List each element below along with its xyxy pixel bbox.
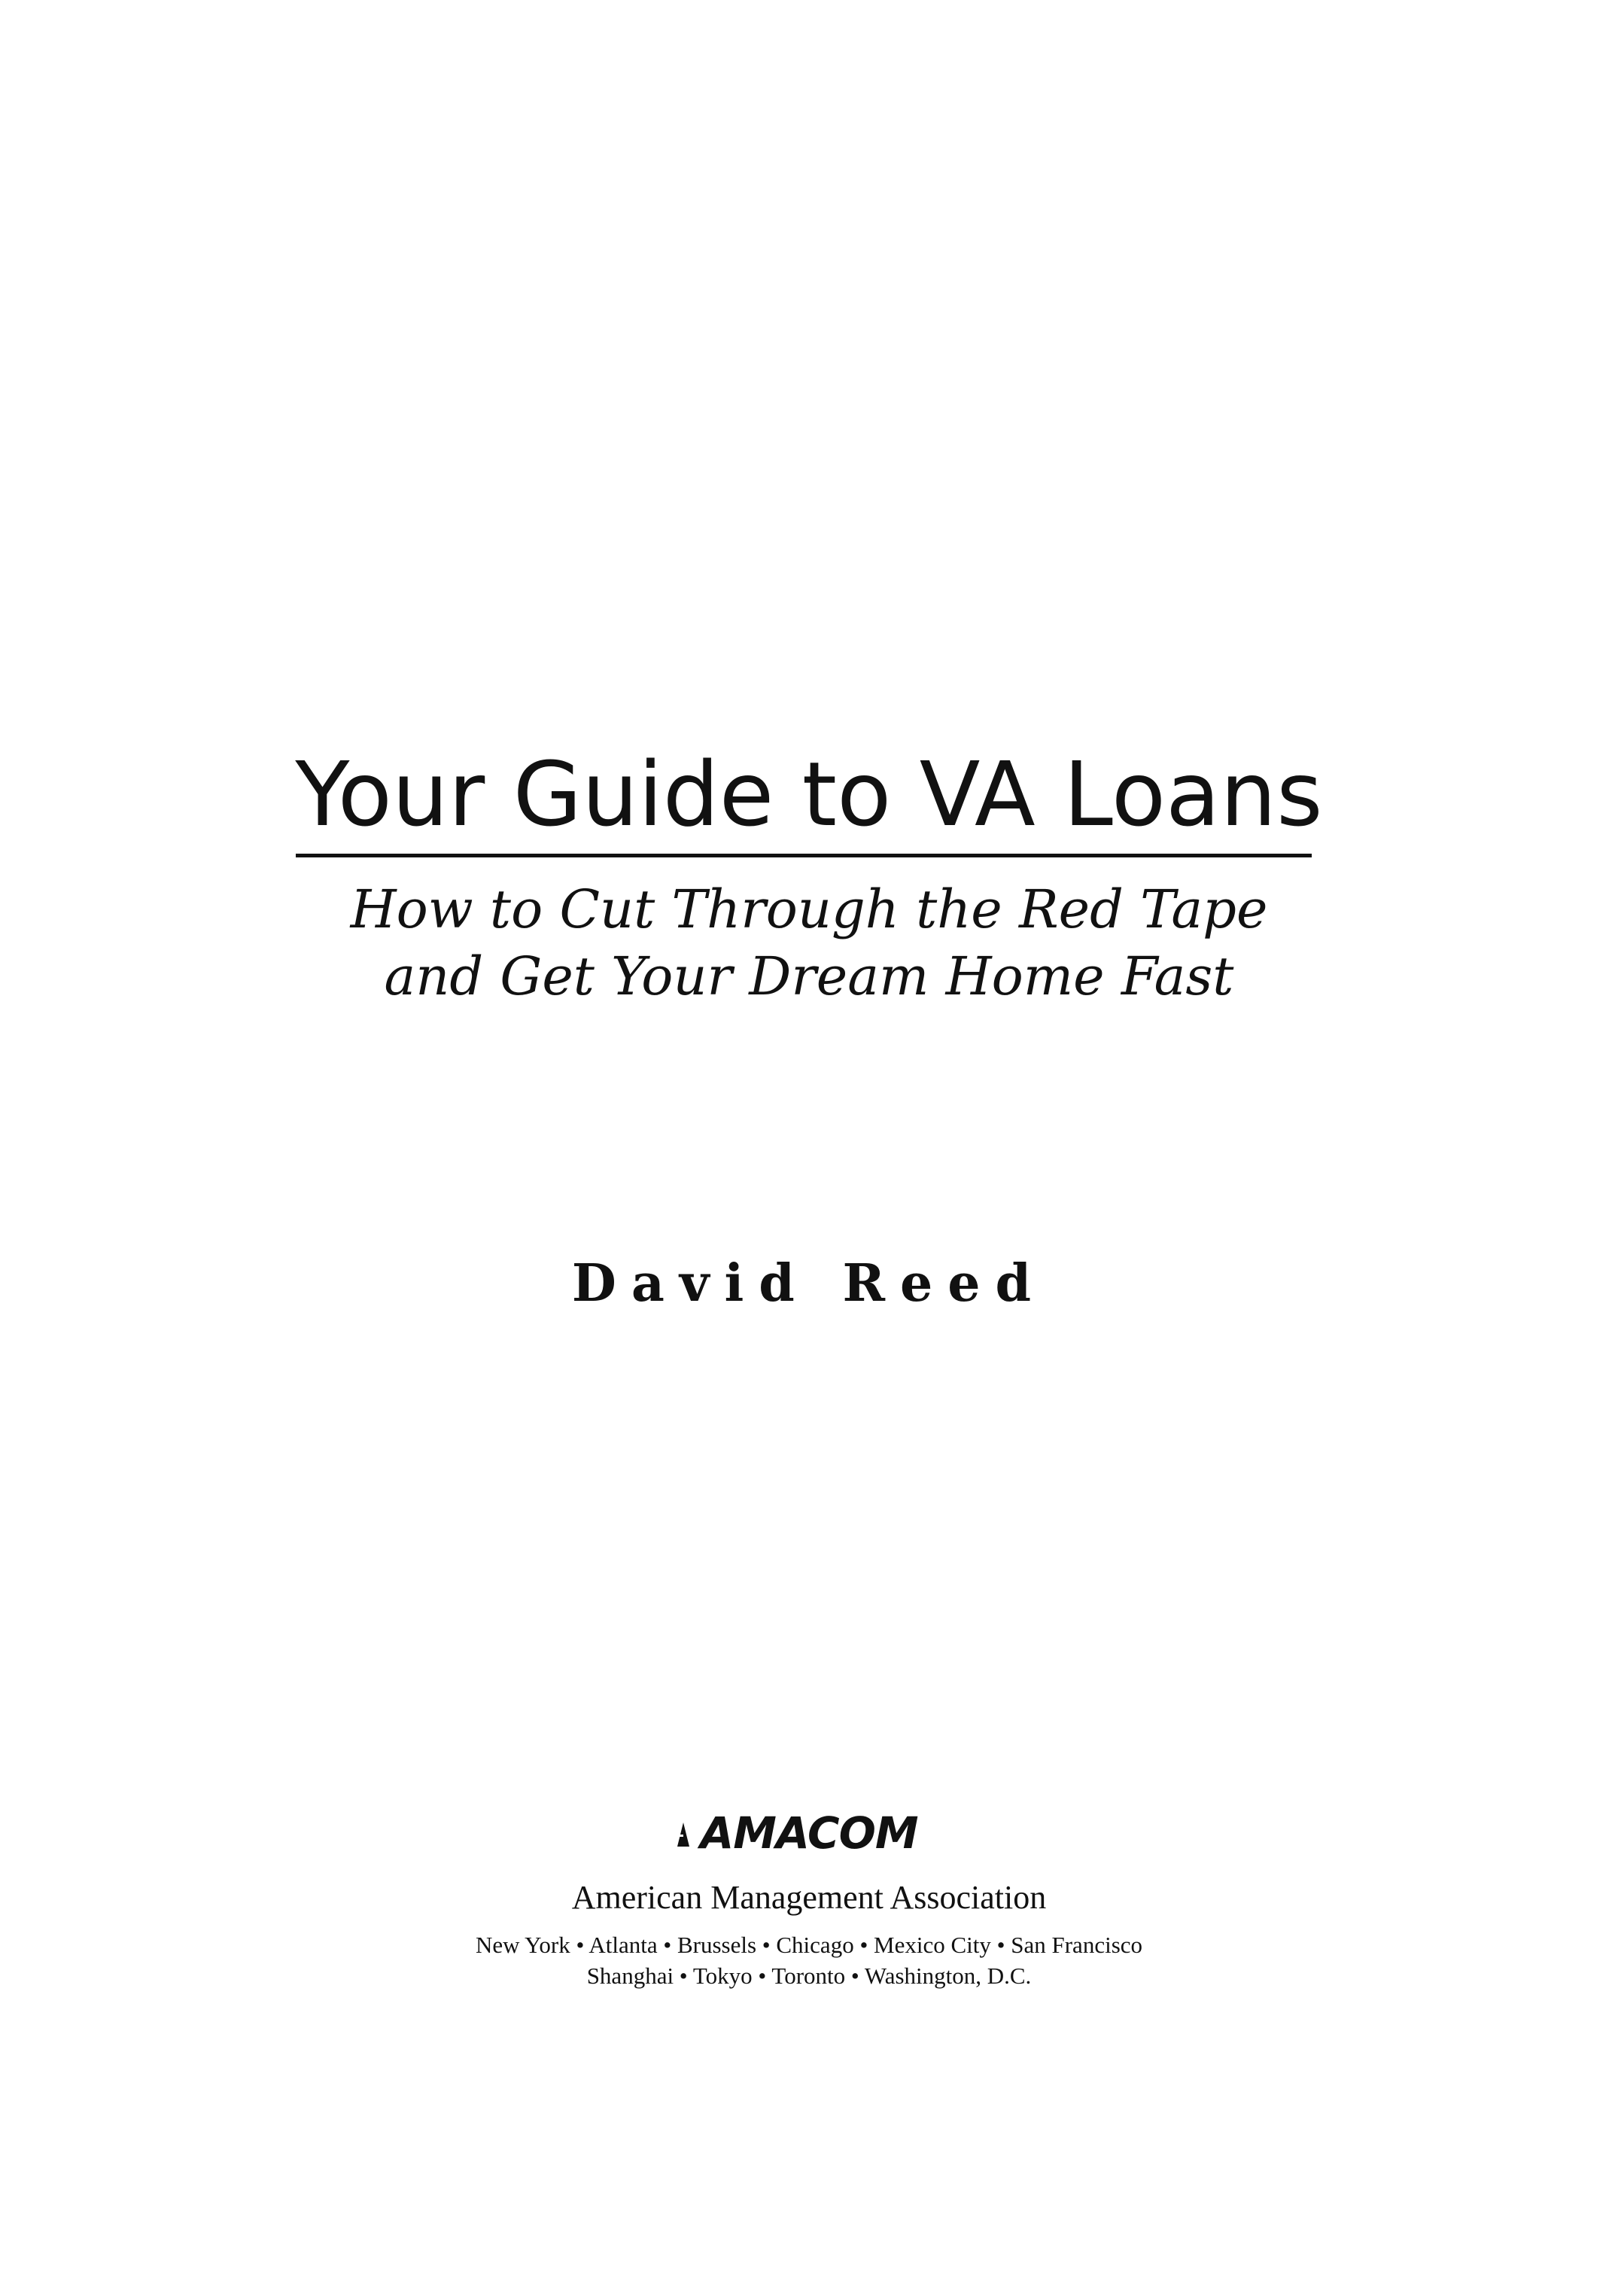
title-rule — [296, 854, 1312, 857]
author-name: David Reed — [571, 1253, 1047, 1314]
publisher-cities-line-2: Shanghai • Tokyo • Toronto • Washington, D.C. — [586, 1963, 1032, 1989]
subtitle-line-2: and Get Your Dream Home Fast — [384, 946, 1234, 1007]
publisher-name: American Management Association — [571, 1879, 1047, 1916]
subtitle-line-1: How to Cut Through the Red Tape — [350, 879, 1268, 940]
book-title: Your Guide to VA Loans — [295, 742, 1323, 846]
publisher-logo — [677, 1807, 941, 1859]
publisher-cities-line-1: New York • Atlanta • Brussels • Chicago • Mexico City • San Francisco — [475, 1932, 1143, 1958]
publisher-logo-text: AMACOM — [700, 1807, 918, 1859]
